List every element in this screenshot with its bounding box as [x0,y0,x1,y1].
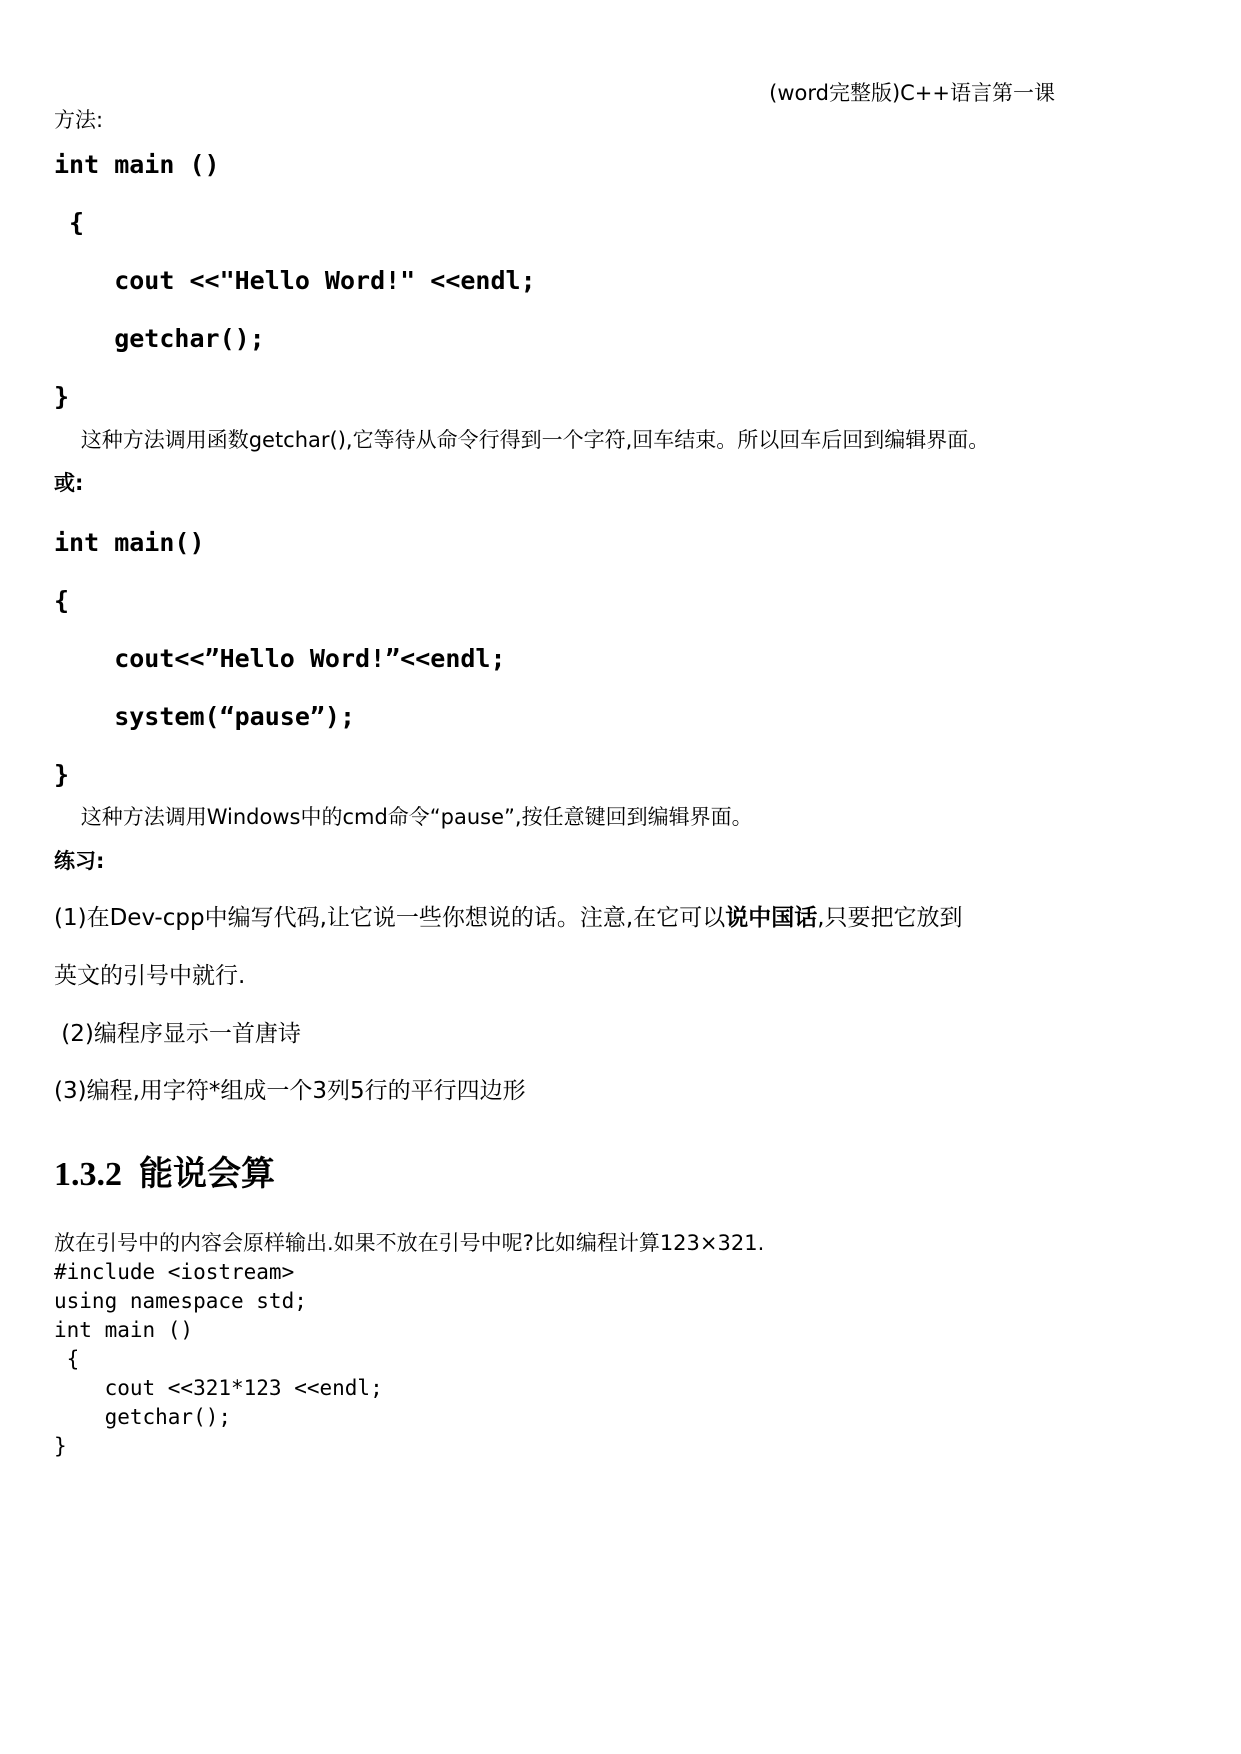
exercise-text: ,只要把它放到 [817,905,963,931]
exercise-item [54,907,963,930]
explanation-text: 这种方法调用Windows中的cmd命令“pause”,按任意键回到编辑界面。 [54,805,753,829]
code-line: { [54,208,85,237]
code-line: getchar(); [54,1405,232,1429]
code-line: } [54,1434,67,1458]
code-line: { [54,586,70,615]
explanation-text: 这种方法调用函数getchar(),它等待从命令行得到一个字符,回车结束。所以回车后回到编辑界面。 [54,428,990,452]
code-line: int main () [54,150,220,179]
code-line: system(“pause”); [54,702,356,731]
code-line: cout <<321*123 <<endl; [54,1376,383,1400]
code-line: cout<<”Hello Word!”<<endl; [54,644,506,673]
intro-text: 放在引号中的内容会原样输出.如果不放在引号中呢?比如编程计算123×321. [54,1231,765,1255]
code-line: } [54,760,70,789]
code-line: getchar(); [54,324,265,353]
code-line: cout <<"Hello Word!" <<endl; [54,266,536,295]
code-line: int main () [54,1318,194,1342]
exercise-item: (3)编程,用字符*组成一个3列5行的平行四边形 [54,1078,526,1104]
or-label: 或: [54,471,84,495]
exercise-text: (1)在Dev-cpp中编写代码,让它说一些你想说的话。注意,在它可以 [54,905,726,931]
code-line: } [54,382,70,411]
emphasis-text: 说中国话 [725,905,818,931]
practice-label: 练习: [54,849,105,873]
method-label: 方法: [54,108,104,132]
page-header: (word完整版)C++语言第一课 [769,81,1055,105]
section-heading: 1.3.2 能说会算 [54,1156,275,1193]
code-line: using namespace std; [54,1289,307,1313]
exercise-item: (2)编程序显示一首唐诗 [54,1021,301,1047]
code-line: int main() [54,528,205,557]
code-line: { [54,1347,80,1371]
code-line: #include <iostream> [54,1260,295,1284]
exercise-item: 英文的引号中就行. [54,963,246,989]
